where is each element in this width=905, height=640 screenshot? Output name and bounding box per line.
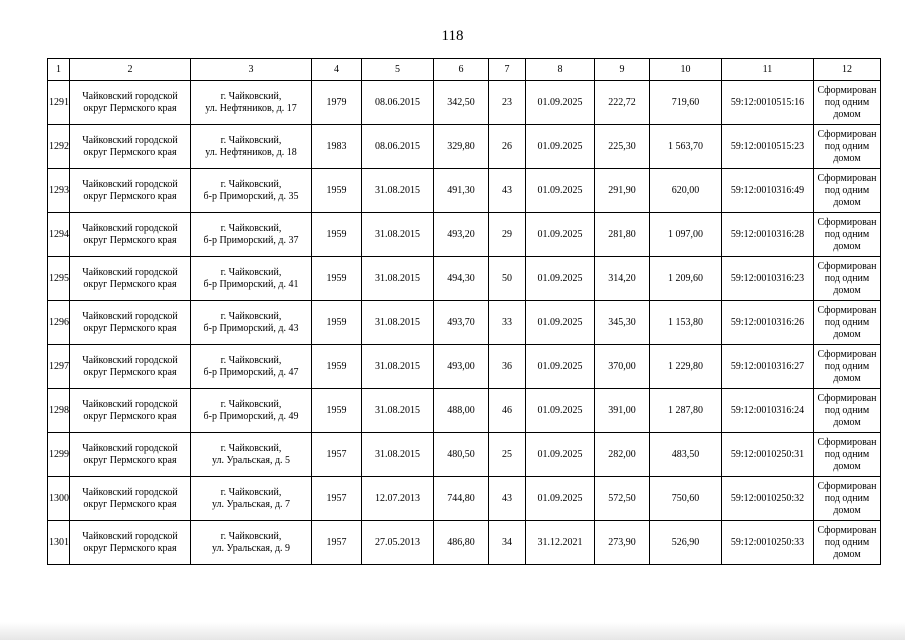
municipality-line: округ Пермского края — [83, 410, 177, 422]
status-line: под одним — [824, 404, 870, 416]
housing-registry-table — [47, 58, 881, 565]
address-cell — [191, 169, 312, 213]
status-line: домом — [833, 284, 861, 296]
row-number-cell: 1295 — [48, 257, 70, 301]
address-cell — [191, 125, 312, 169]
planned-date-cell: 31.12.2021 — [526, 521, 595, 565]
status-cell — [814, 389, 881, 433]
municipality-line: Чайковский городской — [82, 222, 178, 234]
count-cell: 33 — [489, 301, 526, 345]
municipality-line: Чайковский городской — [82, 310, 178, 322]
status-line: домом — [833, 240, 861, 252]
address-line: г. Чайковский, — [220, 310, 282, 322]
address-line: ул. Нефтяников, д. 17 — [205, 102, 297, 114]
cadastral-number-cell: 59:12:0010515:23 — [722, 125, 814, 169]
value-cell: 391,00 — [595, 389, 650, 433]
municipality-line: Чайковский городской — [82, 134, 178, 146]
area-cell: 491,30 — [434, 169, 489, 213]
status-line: Сформирован — [817, 172, 877, 184]
year-cell: 1959 — [312, 389, 362, 433]
address-line: б-р Приморский, д. 37 — [203, 234, 299, 246]
address-line: г. Чайковский, — [220, 442, 282, 454]
column-header: 8 — [526, 59, 595, 81]
row-number-cell: 1301 — [48, 521, 70, 565]
address-line: б-р Приморский, д. 43 — [203, 322, 299, 334]
status-cell — [814, 169, 881, 213]
municipality-cell — [70, 477, 191, 521]
municipality-cell — [70, 301, 191, 345]
address-line: г. Чайковский, — [220, 134, 282, 146]
municipality-cell — [70, 433, 191, 477]
planned-date-cell: 01.09.2025 — [526, 81, 595, 125]
status-cell — [814, 301, 881, 345]
municipality-cell — [70, 213, 191, 257]
land-area-cell: 1 153,80 — [650, 301, 722, 345]
address-cell — [191, 521, 312, 565]
municipality-cell — [70, 345, 191, 389]
status-line: Сформирован — [817, 216, 877, 228]
planned-date-cell: 01.09.2025 — [526, 477, 595, 521]
year-cell: 1957 — [312, 521, 362, 565]
status-line: Сформирован — [817, 128, 877, 140]
address-line: б-р Приморский, д. 47 — [203, 366, 299, 378]
status-cell — [814, 257, 881, 301]
status-cell — [814, 213, 881, 257]
cadastral-number-cell: 59:12:0010250:31 — [722, 433, 814, 477]
count-cell: 25 — [489, 433, 526, 477]
count-cell: 36 — [489, 345, 526, 389]
status-line: под одним — [824, 272, 870, 284]
column-header: 2 — [70, 59, 191, 81]
date-cell: 12.07.2013 — [362, 477, 434, 521]
municipality-line: округ Пермского края — [83, 146, 177, 158]
planned-date-cell: 01.09.2025 — [526, 345, 595, 389]
area-cell: 480,50 — [434, 433, 489, 477]
status-line: Сформирован — [817, 304, 877, 316]
municipality-line: Чайковский городской — [82, 354, 178, 366]
address-line: ул. Уральская, д. 7 — [211, 498, 291, 510]
cadastral-number-cell: 59:12:0010316:49 — [722, 169, 814, 213]
year-cell: 1979 — [312, 81, 362, 125]
value-cell: 225,30 — [595, 125, 650, 169]
status-line: домом — [833, 372, 861, 384]
table-row — [48, 301, 881, 345]
row-number-cell: 1291 — [48, 81, 70, 125]
row-number-cell: 1297 — [48, 345, 70, 389]
row-number-cell: 1300 — [48, 477, 70, 521]
planned-date-cell: 01.09.2025 — [526, 213, 595, 257]
address-line: б-р Приморский, д. 35 — [203, 190, 299, 202]
status-line: домом — [833, 460, 861, 472]
count-cell: 29 — [489, 213, 526, 257]
municipality-line: округ Пермского края — [83, 542, 177, 554]
planned-date-cell: 01.09.2025 — [526, 433, 595, 477]
municipality-cell — [70, 169, 191, 213]
cadastral-number-cell: 59:12:0010250:33 — [722, 521, 814, 565]
cadastral-number-cell: 59:12:0010250:32 — [722, 477, 814, 521]
status-line: под одним — [824, 140, 870, 152]
status-line: Сформирован — [817, 524, 877, 536]
status-line: Сформирован — [817, 260, 877, 272]
status-cell — [814, 345, 881, 389]
municipality-line: Чайковский городской — [82, 486, 178, 498]
status-line: под одним — [824, 492, 870, 504]
address-cell — [191, 81, 312, 125]
status-line: под одним — [824, 228, 870, 240]
land-area-cell: 1 209,60 — [650, 257, 722, 301]
area-cell: 493,70 — [434, 301, 489, 345]
area-cell: 744,80 — [434, 477, 489, 521]
value-cell: 281,80 — [595, 213, 650, 257]
municipality-cell — [70, 389, 191, 433]
land-area-cell: 750,60 — [650, 477, 722, 521]
land-area-cell: 483,50 — [650, 433, 722, 477]
count-cell: 43 — [489, 169, 526, 213]
status-line: под одним — [824, 184, 870, 196]
land-area-cell: 1 097,00 — [650, 213, 722, 257]
address-line: ул. Уральская, д. 9 — [211, 542, 291, 554]
table-row — [48, 125, 881, 169]
address-line: г. Чайковский, — [220, 266, 282, 278]
planned-date-cell: 01.09.2025 — [526, 125, 595, 169]
column-header: 5 — [362, 59, 434, 81]
municipality-line: округ Пермского края — [83, 322, 177, 334]
year-cell: 1959 — [312, 345, 362, 389]
status-line: домом — [833, 152, 861, 164]
column-header: 9 — [595, 59, 650, 81]
status-line: под одним — [824, 360, 870, 372]
cadastral-number-cell: 59:12:0010316:26 — [722, 301, 814, 345]
table-body — [48, 81, 881, 565]
column-header: 4 — [312, 59, 362, 81]
cadastral-number-cell: 59:12:0010316:28 — [722, 213, 814, 257]
column-header: 3 — [191, 59, 312, 81]
date-cell: 31.08.2015 — [362, 213, 434, 257]
status-line: Сформирован — [817, 392, 877, 404]
status-line: домом — [833, 328, 861, 340]
land-area-cell: 1 229,80 — [650, 345, 722, 389]
row-number-cell: 1293 — [48, 169, 70, 213]
municipality-line: округ Пермского края — [83, 366, 177, 378]
date-cell: 31.08.2015 — [362, 257, 434, 301]
area-cell: 493,00 — [434, 345, 489, 389]
address-cell — [191, 213, 312, 257]
address-cell — [191, 257, 312, 301]
date-cell: 08.06.2015 — [362, 125, 434, 169]
column-header: 7 — [489, 59, 526, 81]
address-line: г. Чайковский, — [220, 486, 282, 498]
page-number: 118 — [441, 28, 464, 44]
municipality-line: Чайковский городской — [82, 90, 178, 102]
year-cell: 1959 — [312, 213, 362, 257]
status-line: домом — [833, 504, 861, 516]
municipality-line: Чайковский городской — [82, 442, 178, 454]
municipality-cell — [70, 125, 191, 169]
year-cell: 1959 — [312, 257, 362, 301]
count-cell: 34 — [489, 521, 526, 565]
value-cell: 370,00 — [595, 345, 650, 389]
value-cell: 314,20 — [595, 257, 650, 301]
row-number-cell: 1299 — [48, 433, 70, 477]
year-cell: 1957 — [312, 477, 362, 521]
count-cell: 46 — [489, 389, 526, 433]
date-cell: 31.08.2015 — [362, 433, 434, 477]
land-area-cell: 526,90 — [650, 521, 722, 565]
row-number-cell: 1292 — [48, 125, 70, 169]
area-cell: 493,20 — [434, 213, 489, 257]
address-line: г. Чайковский, — [220, 398, 282, 410]
status-cell — [814, 81, 881, 125]
value-cell: 572,50 — [595, 477, 650, 521]
status-line: Сформирован — [817, 480, 877, 492]
area-cell: 488,00 — [434, 389, 489, 433]
table-row — [48, 257, 881, 301]
cadastral-number-cell: 59:12:0010316:24 — [722, 389, 814, 433]
address-line: ул. Нефтяников, д. 18 — [205, 146, 297, 158]
address-line: г. Чайковский, — [220, 530, 282, 542]
address-line: б-р Приморский, д. 41 — [203, 278, 299, 290]
column-header: 1 — [48, 59, 70, 81]
value-cell: 291,90 — [595, 169, 650, 213]
year-cell: 1983 — [312, 125, 362, 169]
status-line: домом — [833, 196, 861, 208]
status-line: Сформирован — [817, 348, 877, 360]
address-cell — [191, 389, 312, 433]
municipality-cell — [70, 81, 191, 125]
year-cell: 1959 — [312, 301, 362, 345]
address-line: г. Чайковский, — [220, 354, 282, 366]
row-number-cell: 1296 — [48, 301, 70, 345]
table-row — [48, 213, 881, 257]
municipality-line: округ Пермского края — [83, 498, 177, 510]
count-cell: 23 — [489, 81, 526, 125]
address-cell — [191, 345, 312, 389]
date-cell: 08.06.2015 — [362, 81, 434, 125]
value-cell: 273,90 — [595, 521, 650, 565]
cadastral-number-cell: 59:12:0010316:23 — [722, 257, 814, 301]
status-line: под одним — [824, 448, 870, 460]
column-header: 11 — [722, 59, 814, 81]
cadastral-number-cell: 59:12:0010515:16 — [722, 81, 814, 125]
municipality-line: округ Пермского края — [83, 190, 177, 202]
table-row — [48, 345, 881, 389]
status-line: Сформирован — [817, 84, 877, 96]
planned-date-cell: 01.09.2025 — [526, 169, 595, 213]
address-line: г. Чайковский, — [220, 222, 282, 234]
status-cell — [814, 521, 881, 565]
column-number-row — [48, 59, 881, 81]
municipality-line: Чайковский городской — [82, 398, 178, 410]
table-row — [48, 477, 881, 521]
value-cell: 282,00 — [595, 433, 650, 477]
area-cell: 486,80 — [434, 521, 489, 565]
planned-date-cell: 01.09.2025 — [526, 301, 595, 345]
year-cell: 1959 — [312, 169, 362, 213]
cadastral-number-cell: 59:12:0010316:27 — [722, 345, 814, 389]
date-cell: 31.08.2015 — [362, 301, 434, 345]
date-cell: 31.08.2015 — [362, 169, 434, 213]
address-line: ул. Уральская, д. 5 — [211, 454, 291, 466]
municipality-cell — [70, 521, 191, 565]
municipality-cell — [70, 257, 191, 301]
row-number-cell: 1298 — [48, 389, 70, 433]
status-cell — [814, 477, 881, 521]
count-cell: 50 — [489, 257, 526, 301]
municipality-line: округ Пермского края — [83, 278, 177, 290]
address-line: б-р Приморский, д. 49 — [203, 410, 299, 422]
value-cell: 222,72 — [595, 81, 650, 125]
row-number-cell: 1294 — [48, 213, 70, 257]
table-row — [48, 521, 881, 565]
planned-date-cell: 01.09.2025 — [526, 257, 595, 301]
status-cell — [814, 125, 881, 169]
address-cell — [191, 301, 312, 345]
land-area-cell: 620,00 — [650, 169, 722, 213]
status-line: под одним — [824, 316, 870, 328]
status-line: под одним — [824, 536, 870, 548]
municipality-line: Чайковский городской — [82, 530, 178, 542]
land-area-cell: 719,60 — [650, 81, 722, 125]
planned-date-cell: 01.09.2025 — [526, 389, 595, 433]
municipality-line: Чайковский городской — [82, 266, 178, 278]
date-cell: 31.08.2015 — [362, 389, 434, 433]
municipality-line: округ Пермского края — [83, 454, 177, 466]
scan-bottom-edge — [0, 622, 905, 640]
address-line: г. Чайковский, — [220, 90, 282, 102]
table-row — [48, 81, 881, 125]
municipality-line: округ Пермского края — [83, 234, 177, 246]
status-line: домом — [833, 416, 861, 428]
address-line: г. Чайковский, — [220, 178, 282, 190]
year-cell: 1957 — [312, 433, 362, 477]
address-cell — [191, 477, 312, 521]
value-cell: 345,30 — [595, 301, 650, 345]
table-row — [48, 433, 881, 477]
land-area-cell: 1 563,70 — [650, 125, 722, 169]
status-cell — [814, 433, 881, 477]
address-cell — [191, 433, 312, 477]
land-area-cell: 1 287,80 — [650, 389, 722, 433]
status-line: под одним — [824, 96, 870, 108]
area-cell: 494,30 — [434, 257, 489, 301]
date-cell: 31.08.2015 — [362, 345, 434, 389]
count-cell: 43 — [489, 477, 526, 521]
status-line: домом — [833, 108, 861, 120]
table-row — [48, 389, 881, 433]
column-header: 6 — [434, 59, 489, 81]
date-cell: 27.05.2013 — [362, 521, 434, 565]
count-cell: 26 — [489, 125, 526, 169]
municipality-line: округ Пермского края — [83, 102, 177, 114]
column-header: 10 — [650, 59, 722, 81]
column-header: 12 — [814, 59, 881, 81]
status-line: домом — [833, 548, 861, 560]
municipality-line: Чайковский городской — [82, 178, 178, 190]
status-line: Сформирован — [817, 436, 877, 448]
area-cell: 342,50 — [434, 81, 489, 125]
table-row — [48, 169, 881, 213]
area-cell: 329,80 — [434, 125, 489, 169]
